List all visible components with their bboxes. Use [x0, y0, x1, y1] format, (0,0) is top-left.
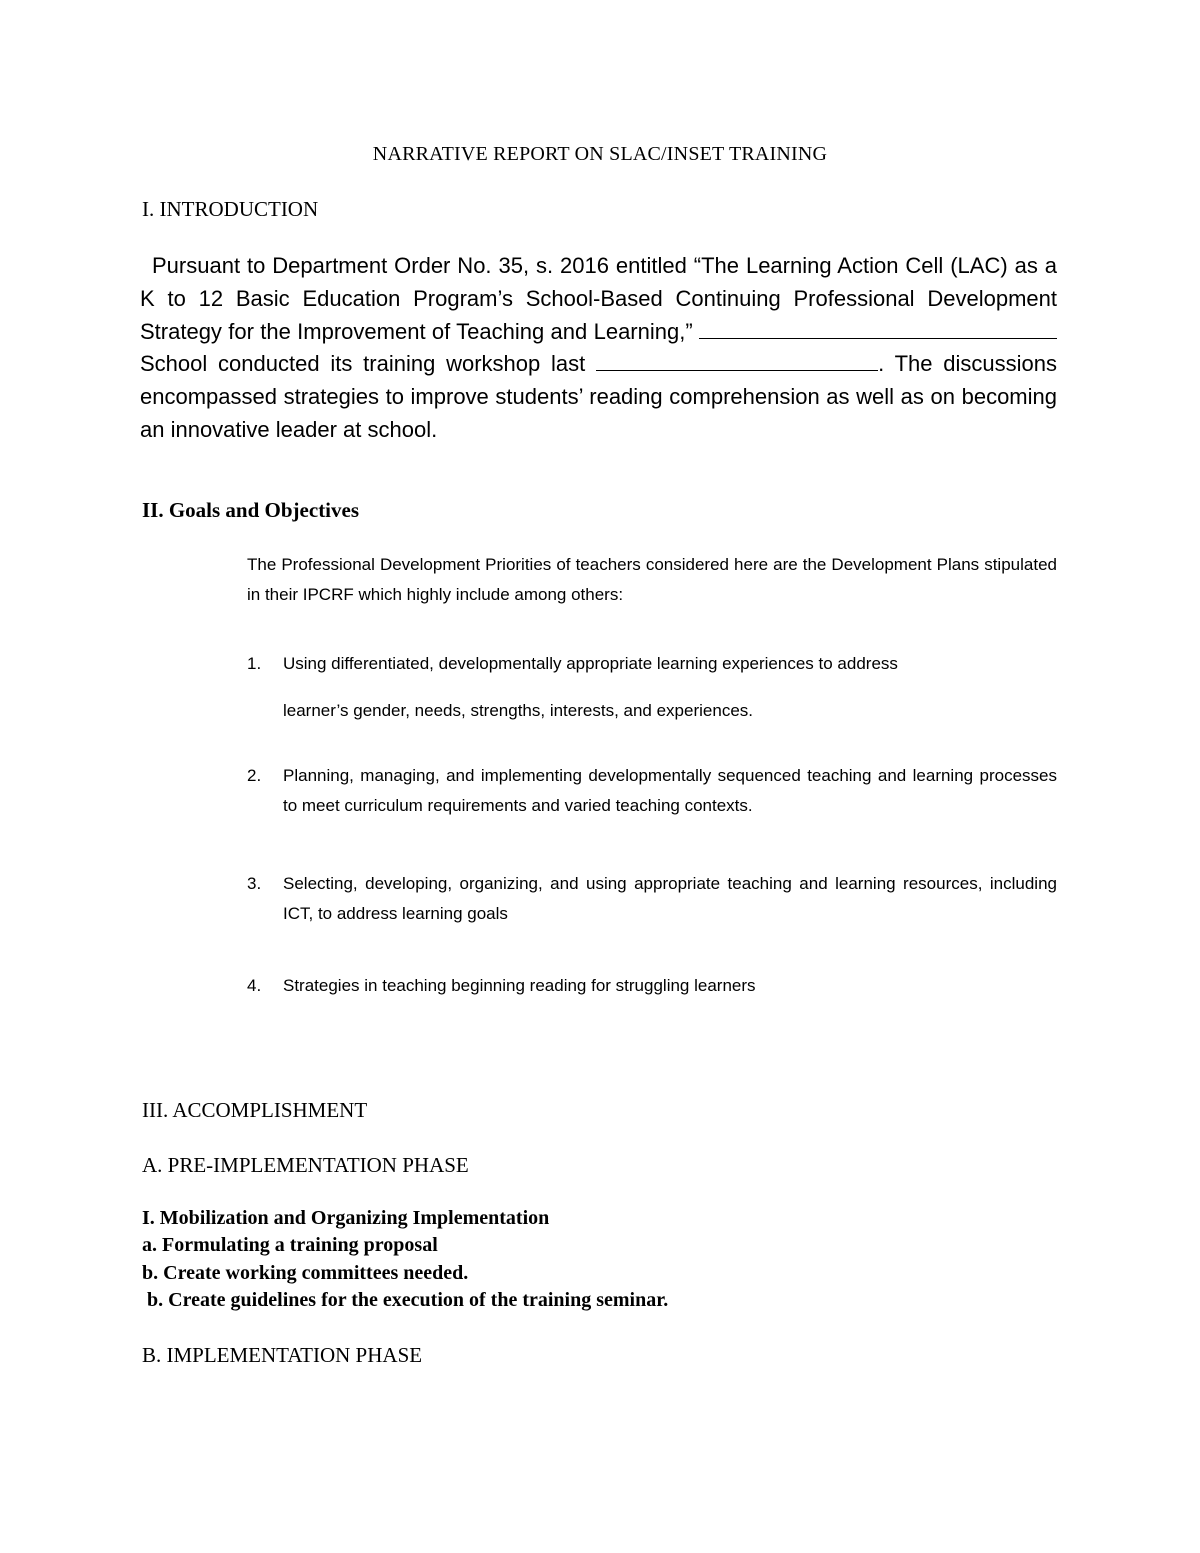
goals-intro-paragraph: The Professional Development Priorities of teachers considered here are the Development Plans stipulated in their IPCRF which highly include among others:	[247, 555, 1057, 604]
goal-text	[283, 654, 1057, 721]
introduction-text-part2: School conducted its training workshop last	[140, 351, 586, 377]
goal-text: Planning, managing, and implementing developmentally sequenced teaching and learning processes to meet curriculum requirements and varied teaching contexts.	[283, 766, 1057, 815]
goal-item-1	[247, 654, 1057, 734]
accomplishment-item-a: a. Formulating a training proposal	[142, 1234, 438, 1256]
goal-number: 4.	[247, 976, 262, 995]
accomplishment-item-b1: b. Create working committees needed.	[142, 1262, 469, 1284]
introduction-text-part3: . The discussions encompassed strategies to improve students’ reading comprehension as well as on becoming an innovative leader at school.	[140, 351, 1057, 442]
pre-implementation-heading: A. PRE-IMPLEMENTATION PHASE	[142, 1153, 469, 1177]
school-name-blank	[699, 337, 1057, 339]
document-title: NARRATIVE REPORT ON SLAC/INSET TRAINING	[372, 143, 828, 165]
goals-heading: II. Goals and Objectives	[142, 498, 360, 522]
implementation-heading: B. IMPLEMENTATION PHASE	[142, 1343, 423, 1367]
goal-text: Strategies in teaching beginning reading for struggling learners	[283, 976, 756, 995]
mobilization-heading: I. Mobilization and Organizing Implementation	[142, 1207, 550, 1229]
introduction-paragraph	[140, 250, 1057, 447]
goal-number: 1.	[247, 654, 262, 673]
goal-text-line-2: learner’s gender, needs, strengths, interests, and experiences.	[283, 701, 753, 720]
introduction-text-part1: Pursuant to Department Order No. 35, s. 2016 entitled “The Learning Action Cell (LAC) as a K to 12 Basic Education Program’s School-Based Continuing Professional Development Strategy for the Improvement of Teaching and Learning,”	[140, 253, 1057, 344]
goal-number: 2.	[247, 766, 262, 785]
goal-text: Selecting, developing, organizing, and using appropriate teaching and learning resources, including ICT, to address learning goals	[283, 874, 1057, 923]
accomplishment-item-b2: b. Create guidelines for the execution of the training seminar.	[142, 1289, 669, 1311]
date-blank	[596, 369, 878, 371]
accomplishment-heading: III. ACCOMPLISHMENT	[142, 1098, 368, 1122]
goal-text-line-1: Using differentiated, developmentally appropriate learning experiences to address	[283, 654, 898, 673]
introduction-heading: I. INTRODUCTION	[142, 197, 319, 221]
goal-number: 3.	[247, 874, 262, 893]
